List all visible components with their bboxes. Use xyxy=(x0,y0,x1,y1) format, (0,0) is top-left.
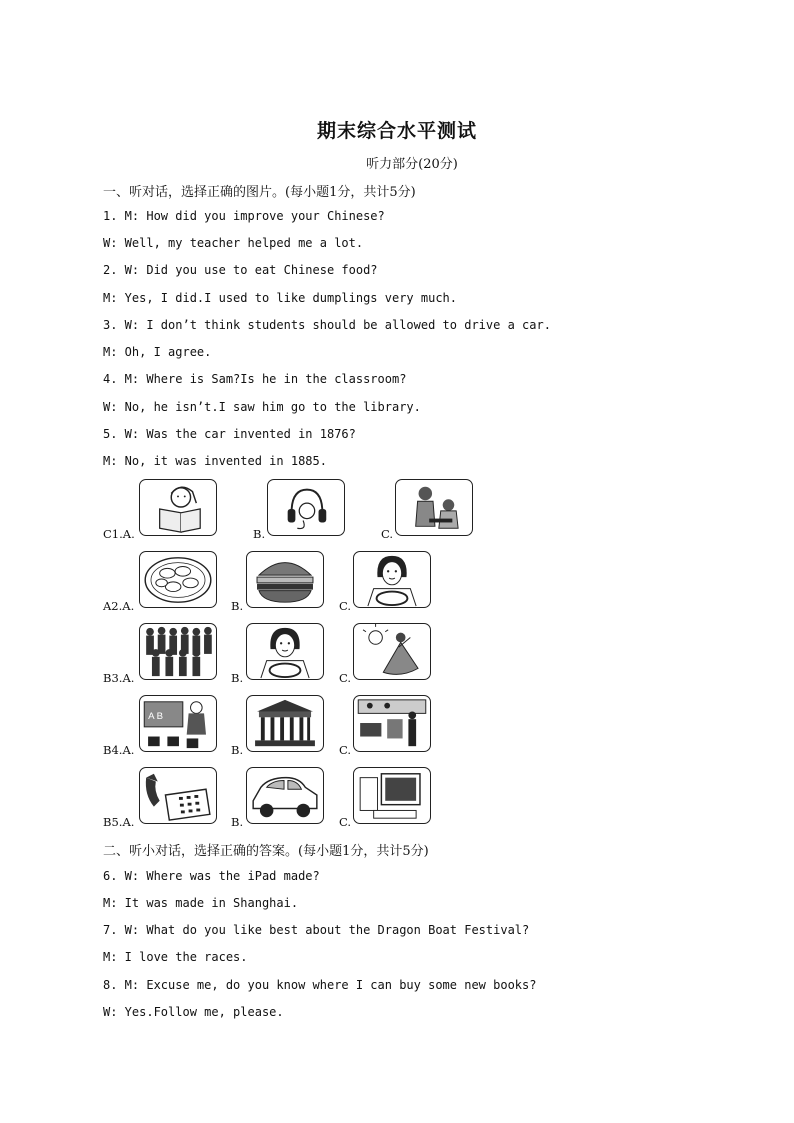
option-2c-label: C. xyxy=(339,599,352,613)
classroom-teacher-icon xyxy=(140,696,216,751)
option-3b-picture[interactable] xyxy=(246,623,324,680)
dialogue-line: M: I love the races. xyxy=(103,950,248,964)
computer-icon xyxy=(354,768,430,823)
option-5a-picture[interactable] xyxy=(139,767,217,824)
dialogue-line: 4. M: Where is Sam?Is he in the classroom? xyxy=(103,372,407,386)
dialogue-line: M: Oh, I agree. xyxy=(103,345,212,359)
hamburger-icon xyxy=(247,552,323,607)
option-5c-picture[interactable] xyxy=(353,767,431,824)
option-4b-picture[interactable] xyxy=(246,695,324,752)
option-1b-label: B. xyxy=(253,527,266,541)
section2-heading: 二、听小对话，选择正确的答案。(每小题1分，共计5分) xyxy=(103,844,429,859)
headphones-icon xyxy=(268,480,344,535)
question-2-label: A2.A. xyxy=(103,599,135,613)
option-2c-picture[interactable] xyxy=(353,551,431,608)
section1-heading: 一、听对话，选择正确的图片。(每小题1分，共计5分) xyxy=(103,185,416,200)
option-2b-picture[interactable] xyxy=(246,551,324,608)
option-2b-label: B. xyxy=(231,599,244,613)
teacher-helping-student-icon xyxy=(396,480,472,535)
option-3b-label: B. xyxy=(231,671,244,685)
option-3c-label: C. xyxy=(339,671,352,685)
question-3-label: B3.A. xyxy=(103,671,135,685)
dialogue-line: 7. W: What do you like best about the Dragon Boat Festival? xyxy=(103,923,530,937)
option-5b-picture[interactable] xyxy=(246,767,324,824)
library-building-icon xyxy=(247,696,323,751)
dialogue-line: 5. W: Was the car invented in 1876? xyxy=(103,427,356,441)
dialogue-line: 2. W: Did you use to eat Chinese food? xyxy=(103,263,378,277)
people-in-room-icon xyxy=(354,696,430,751)
question-4-label: B4.A. xyxy=(103,743,135,757)
question-1-label: C1.A. xyxy=(103,527,135,541)
option-2a-picture[interactable] xyxy=(139,551,217,608)
option-5c-label: C. xyxy=(339,815,352,829)
option-4a-picture[interactable] xyxy=(139,695,217,752)
dialogue-line: 3. W: I don’t think students should be allowed to drive a car. xyxy=(103,318,551,332)
girl-reading-book-icon xyxy=(140,480,216,535)
dumplings-plate-icon xyxy=(140,552,216,607)
car-icon xyxy=(247,768,323,823)
woman-driving-icon xyxy=(354,552,430,607)
option-5b-label: B. xyxy=(231,815,244,829)
dialogue-line: 1. M: How did you improve your Chinese? xyxy=(103,209,385,223)
dialogue-line: M: It was made in Shanghai. xyxy=(103,896,299,910)
dialogue-line: W: Well, my teacher helped me a lot. xyxy=(103,236,364,250)
students-crowd-icon xyxy=(140,624,216,679)
dialogue-line: W: No, he isn’t.I saw him go to the library. xyxy=(103,400,421,414)
page-subtitle: 听力部分(20分) xyxy=(366,157,458,172)
option-1a-picture[interactable] xyxy=(139,479,217,536)
option-1b-picture[interactable] xyxy=(267,479,345,536)
dialogue-line: 6. W: Where was the iPad made? xyxy=(103,869,320,883)
dialogue-line: M: Yes, I did.I used to like dumplings very much. xyxy=(103,291,458,305)
dialogue-line: M: No, it was invented in 1885. xyxy=(103,454,327,468)
dialogue-line: 8. M: Excuse me, do you know where I can buy some new books? xyxy=(103,978,537,992)
svg-text:A B: A B xyxy=(148,711,164,723)
option-1c-label: C. xyxy=(381,527,394,541)
question-5-label: B5.A. xyxy=(103,815,135,829)
option-1c-picture[interactable] xyxy=(395,479,473,536)
dialogue-line: W: Yes.Follow me, please. xyxy=(103,1005,284,1019)
woman-driving-icon xyxy=(247,624,323,679)
option-4c-label: C. xyxy=(339,743,352,757)
option-4b-label: B. xyxy=(231,743,244,757)
telephone-icon xyxy=(140,768,216,823)
option-3c-picture[interactable] xyxy=(353,623,431,680)
option-3a-picture[interactable] xyxy=(139,623,217,680)
option-4c-picture[interactable] xyxy=(353,695,431,752)
page-title: 期末综合水平测试 xyxy=(316,120,477,142)
girl-dancing-icon xyxy=(354,624,430,679)
